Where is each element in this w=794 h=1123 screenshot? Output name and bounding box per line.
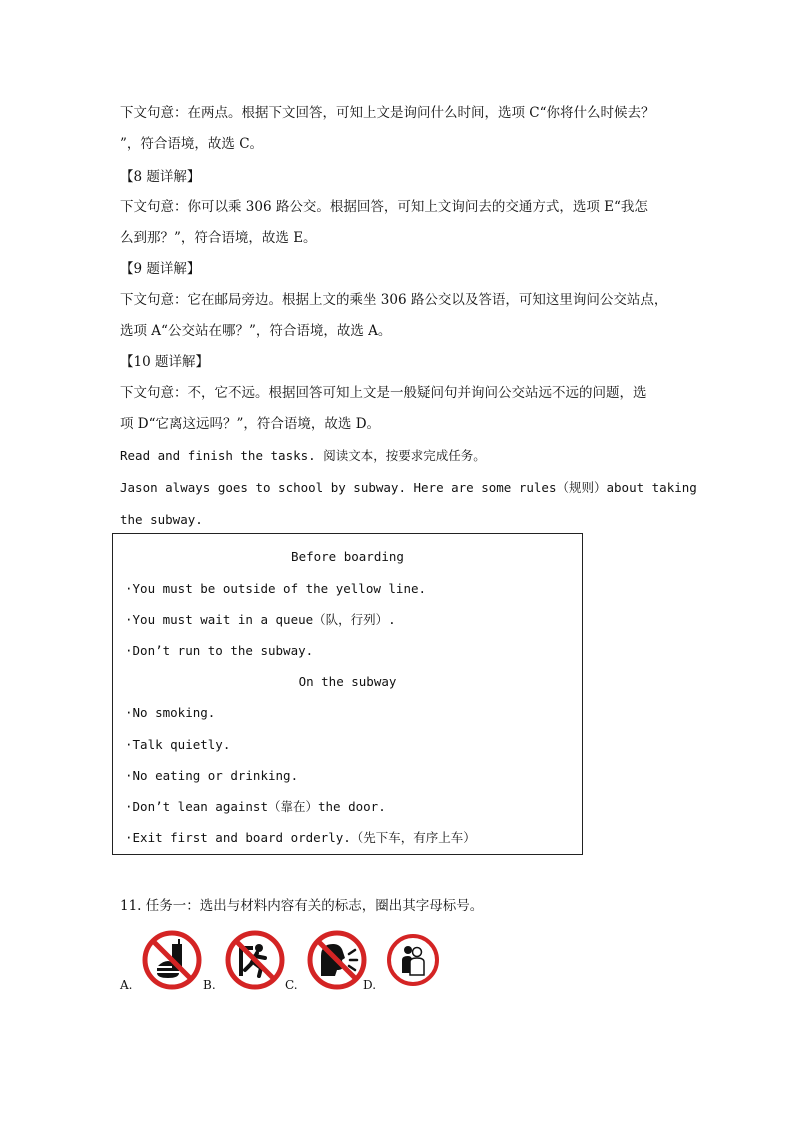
rule-item: ·No eating or drinking. (125, 768, 299, 783)
option-d-label[interactable]: D. (363, 978, 377, 992)
question-9-heading: 【9 题详解】 (120, 261, 201, 277)
option-b-label[interactable]: B. (203, 978, 216, 992)
no-eating-drinking-icon (142, 930, 202, 990)
subway-rules-box (112, 533, 583, 855)
no-running-icon (225, 930, 285, 990)
passage-line-1: Jason always goes to school by subway. Here are some rules（规则）about taking (120, 480, 697, 495)
rule-item: ·Don’t run to the subway. (125, 643, 314, 658)
option-a-label[interactable]: A. (120, 978, 133, 992)
explanation-line-6: 选项 A“公交站在哪？”，符合语境，故选 A。 (120, 323, 392, 339)
before-boarding-title: Before boarding (291, 549, 404, 564)
explanation-line-8: 项 D“它离这远吗？”，符合语境，故选 D。 (120, 416, 381, 432)
waiting-queue-icon (386, 933, 440, 987)
rule-item: ·No smoking. (125, 705, 216, 720)
explanation-line-3: 下文句意：你可以乘 306 路公交。根据回答，可知上文询问去的交通方式，选项 E“我怎 (120, 199, 648, 215)
passage-line-2: the subway. (120, 512, 203, 527)
on-the-subway-title: On the subway (298, 674, 397, 689)
instruction-line: Read and finish the tasks. 阅读文本，按要求完成任务。 (120, 448, 486, 463)
explanation-line-5: 下文句意：它在邮局旁边。根据上文的乘坐 306 路公交以及答语，可知这里询问公交站点， (120, 292, 668, 308)
rule-item: ·Don’t lean against（靠在）the door. (125, 799, 386, 814)
rule-item: ·Exit first and board orderly.（先下车，有序上车） (125, 830, 476, 845)
no-talking-loudly-icon (307, 930, 367, 990)
question-8-heading: 【8 题详解】 (120, 169, 201, 185)
question-10-heading: 【10 题详解】 (120, 354, 209, 370)
explanation-line-4: 么到那？”，符合语境，故选 E。 (120, 230, 317, 246)
task-question: 11. 任务一：选出与材料内容有关的标志，圈出其字母标号。 (120, 898, 484, 914)
rule-item: ·You must wait in a queue（队，行列）. (125, 612, 396, 627)
explanation-line-2: ”，符合语境，故选 C。 (120, 136, 264, 152)
explanation-line-7: 下文句意：不，它不远。根据回答可知上文是一般疑问句并询问公交站远不远的问题，选 (120, 385, 647, 401)
option-c-label[interactable]: C. (285, 978, 298, 992)
rule-item: ·You must be outside of the yellow line. (125, 581, 427, 596)
rule-item: ·Talk quietly. (125, 737, 231, 752)
explanation-line-1: 下文句意：在两点。根据下文回答，可知上文是询问什么时间，选项 C“你将什么时候去？ (120, 105, 655, 121)
